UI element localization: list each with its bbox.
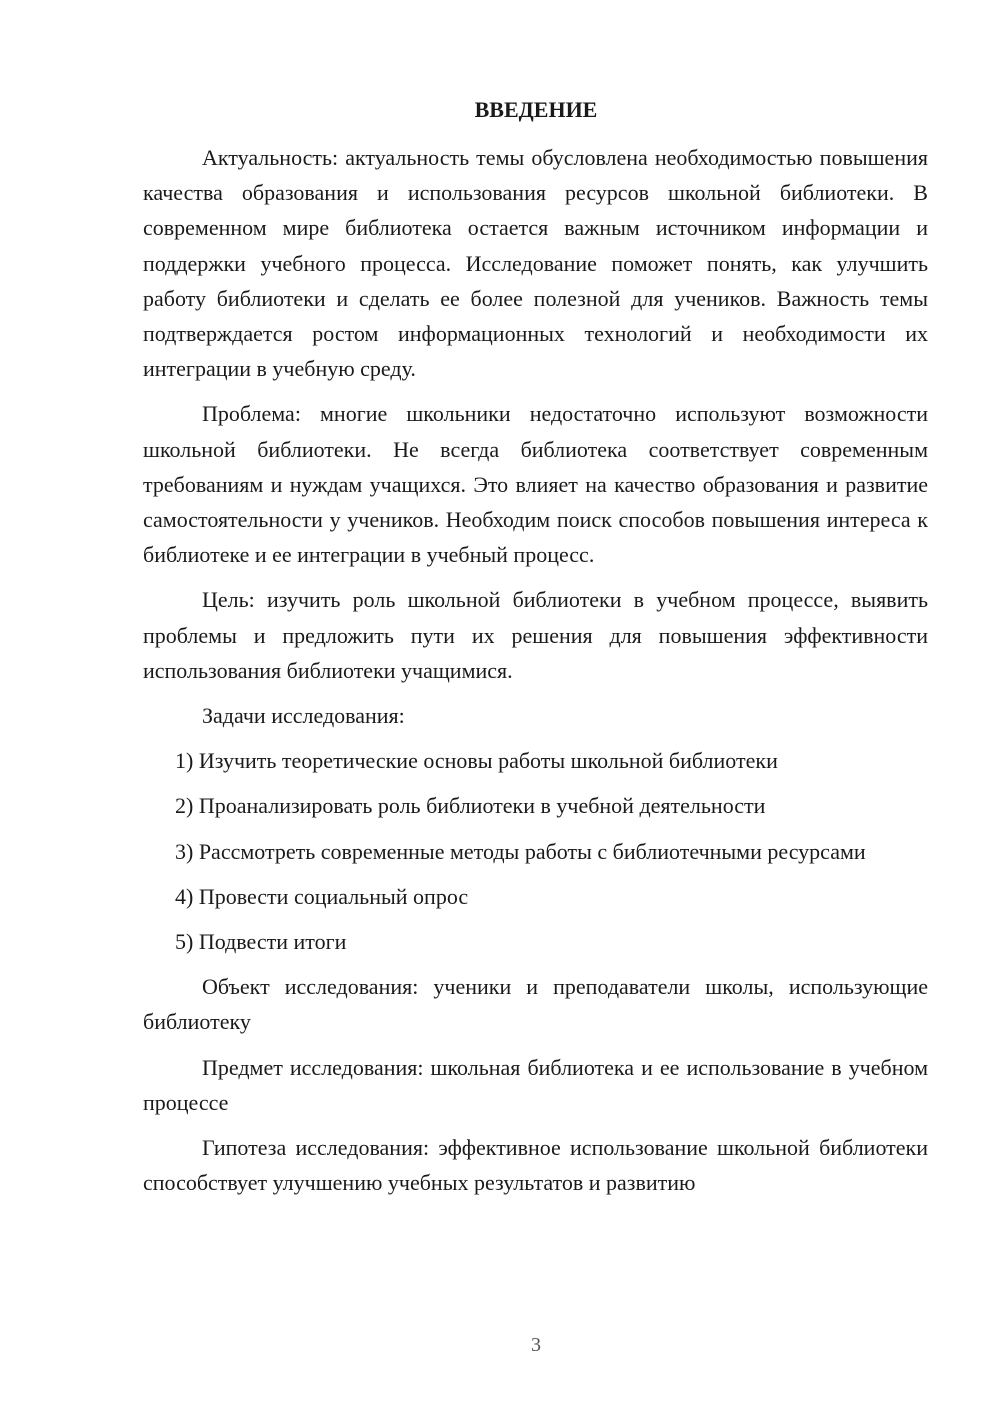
goal-paragraph: Цель: изучить роль школьной библиотеки в учебном процессе, выявить проблемы и предложить пути их решения для повышения эффективности использования библиотеки учащимися. [143, 587, 928, 683]
task-item-4: 4) Провести социальный опрос [175, 883, 469, 909]
object-paragraph: Объект исследования: ученики и преподаватели школы, использующие библиотеку [143, 974, 928, 1035]
task-item-5: 5) Подвести итоги [175, 929, 347, 955]
problem-paragraph: Проблема: многие школьники недостаточно используют возможности школьной библиотеки. Не всегда библиотека соответствует современным требованиям и нуждам учащихся. Это влияет на качество образования и развитие самостоятельности у учеников. Необходим поиск способов повышения интереса к библиотеке и ее интеграции в учебный процесс. [143, 401, 928, 568]
page-content [143, 94, 928, 1200]
hypothesis-paragraph: Гипотеза исследования: эффективное использование школьной библиотеки способствует улучшению учебных результатов и развитию [143, 1135, 928, 1196]
page-number: 3 [531, 1334, 541, 1356]
task-item-1: 1) Изучить теоретические основы работы школьной библиотеки [175, 748, 778, 774]
task-item-3: 3) Рассмотреть современные методы работы с библиотечными ресурсами [175, 838, 866, 864]
subject-paragraph: Предмет исследования: школьная библиотека и ее использование в учебном процессе [143, 1054, 928, 1115]
task-item-2: 2) Проанализировать роль библиотеки в учебной деятельности [175, 793, 766, 819]
relevance-paragraph: Актуальность: актуальность темы обусловлена необходимостью повышения качества образования и использования ресурсов школьной библиотеки. В современном мире библиотека остается важным источником информации и поддержки учебного процесса. Исследование поможет понять, как улучшить работу библиотеки и сделать ее более полезной для учеников. Важность темы подтверждается ростом информационных технологий и необходимости их интеграции в учебную среду. [143, 145, 928, 382]
tasks-heading: Задачи исследования: [202, 703, 405, 729]
section-title: ВВЕДЕНИЕ [474, 97, 598, 122]
